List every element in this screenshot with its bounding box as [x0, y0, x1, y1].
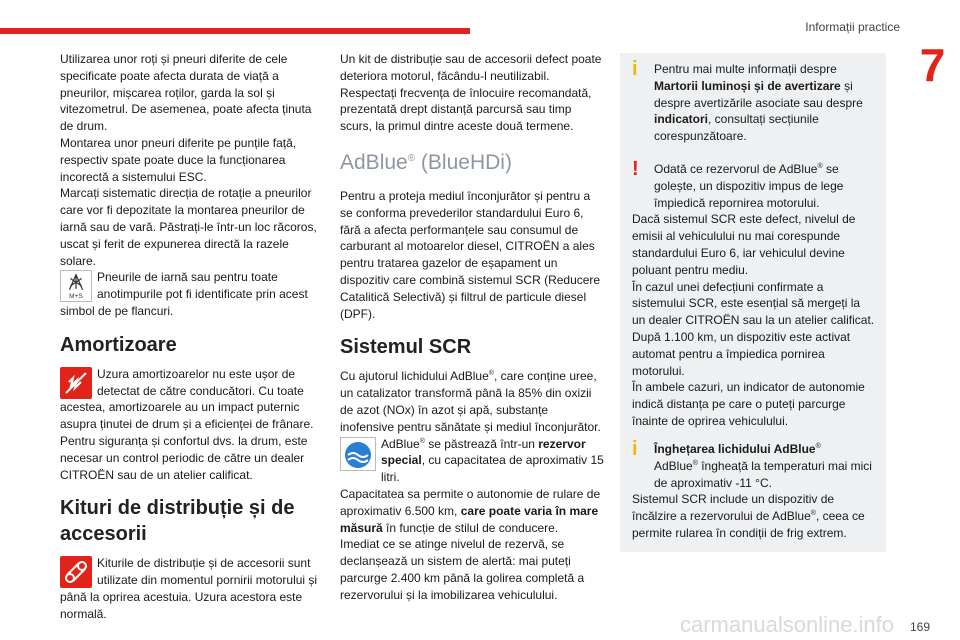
freezing-text: AdBlue® îngheață la temperaturi mai mici de aproximativ -11 °C.	[654, 458, 872, 490]
kit-note	[60, 555, 322, 622]
paragraph: Cu ajutorul lichidului AdBlue®, care conține uree, un catalizator transformă până la 85% din oxizii de azot (NOx) în azot și apă, substanțe inofensive pentru sănătate și mediul înconjurător.	[340, 369, 601, 434]
info-box-text: Pentru mai multe informații despre Martorii luminoși și de avertizare și despre avertizările asociate sau despre indicatori, consultați secțiunile corespunzătoare.	[654, 62, 863, 144]
info-box-warning-lights	[620, 53, 886, 155]
belt-icon	[60, 556, 92, 588]
tank-text: AdBlue® se păstrează într-un rezervor special, cu capacitatea de aproximativ 15 litri.	[381, 436, 604, 485]
header-accent-bar	[0, 28, 470, 34]
heading-kituri: Kituri de distribuție și de accesorii	[60, 497, 295, 546]
heading-amortizoare: Amortizoare	[60, 333, 177, 356]
heading-scr: Sistemul SCR	[340, 336, 472, 359]
warning-text: Odată ce rezervorul de AdBlue® se golește, un dispozitiv impus de lege împiedică repornirea motorului.	[654, 162, 844, 210]
info-box-freezing	[620, 433, 886, 552]
watermark: carmanualsonline.info	[680, 612, 895, 637]
paragraph: Pentru a proteja mediul înconjurător și pentru a se conforma prevederilor standardului Euro 6, fără a afecta performanțele sau consumul de carburant al motoarelor diesel, CITROËN a ales pentru tratarea gazelor de eșapament un dispozitiv care combină sistemul SCR (Reducere Catalitică Selectivă) și filtrul de particule diesel (DPF).	[340, 188, 601, 321]
adblue-tank-icon	[340, 437, 376, 471]
shock-absorber-icon	[60, 367, 92, 399]
paragraph: Capacitatea sa permite o autonomie de rulare de aproximativ 6.500 km, care poate varia în mare măsură în funcție de stilul de conducere.	[340, 486, 601, 535]
amort-note	[60, 366, 322, 484]
kit-text: Kiturile de distribuție și de accesorii sunt utilizate din momentul pornirii motorului și până la oprirea acestuia. Uzura acestora este normală.	[60, 556, 318, 621]
paragraph: Un kit de distribuție sau de accesorii defect poate deteriora motorul, făcându-l neutilizabil. Respectați frecvența de înlocuire recomandată, prezentată drept distanță parcursă sau timp scurs, la primul dintre aceste două termene.	[340, 52, 602, 134]
heading-adblue: AdBlue® (BlueHDi)	[340, 150, 512, 174]
chapter-number: 7	[919, 39, 946, 91]
column-left	[60, 51, 322, 623]
paragraph: Marcați sistematic direcția de rotație a pneurilor care vor fi depozitate la montarea pneurilor de iarnă sau de vară. Păstrați-le într-un loc răcoros, uscat și ferit de expunerea directă la razele solare.	[60, 186, 317, 268]
amort-text: Uzura amortizoarelor nu este ușor de detectat de către conducători. Cu toate acestea, amortizoarele au un impact puternic asupra ținutei de drum și a eficienței de frânare. Pentru siguranța și confortul dvs. la drum, este necesar un control periodic de către un dealer CITROËN sau de un atelier calificat.	[60, 366, 314, 482]
column-middle	[340, 51, 605, 604]
freezing-text: Sistemul SCR include un dispozitiv de încălzire a rezervorului de AdBlue®, ceea ce permite rularea în condiții de frig extrem.	[632, 492, 865, 540]
warning-icon: !	[632, 158, 639, 180]
svg-text:M+S: M+S	[69, 293, 83, 301]
paragraph: Utilizarea unor roți și pneuri diferite de cele specificate poate afecta durata de viață a pneurilor, mișcarea roților, garda la sol și vitezometrul. De asemenea, poate afecta ținuta de drum.	[60, 52, 312, 134]
paragraph: Montarea unor pneuri diferite pe punțile față, respectiv spate poate duce la funcționarea incorectă a sistemului ESC.	[60, 135, 297, 184]
snow-note	[60, 269, 322, 319]
paragraph: Imediat ce se atinge nivelul de rezervă, se declanșează un sistem de alertă: mai puteți parcurge 2.400 km până la golirea completă a rezervorului și la imobilizarea vehiculului.	[340, 537, 585, 602]
snow-note-text: Pneurile de iarnă sau pentru toate anotimpurile pot fi identificate prin acest simbol de pe flancuri.	[60, 270, 308, 318]
warning-text: În cazul unei defecțiuni confirmate a sistemului SCR, este esențial să mergeți la un dealer CITROËN sau la un atelier calificat. După 1.100 km, un dispozitiv este activat automat pentru a împiedica pornirea motorului.	[632, 279, 875, 378]
warning-box-scr	[620, 153, 886, 440]
info-icon: i	[632, 58, 638, 80]
tank-note	[340, 436, 605, 486]
page-number: 169	[909, 620, 930, 634]
snowflake-ms-icon	[60, 270, 92, 302]
info-icon: i	[632, 438, 638, 460]
warning-text: În ambele cazuri, un indicator de autonomie indică distanța pe care o puteți parcurge înainte de oprirea vehiculului.	[632, 380, 865, 428]
section-title: Informații practice	[805, 20, 900, 34]
warning-text: Dacă sistemul SCR este defect, nivelul de emisii al vehiculului nu mai corespunde standardului Euro 6, iar vehiculul devine poluant pentru mediu.	[632, 212, 856, 277]
freezing-title: Înghețarea lichidului AdBlue®	[654, 442, 821, 456]
